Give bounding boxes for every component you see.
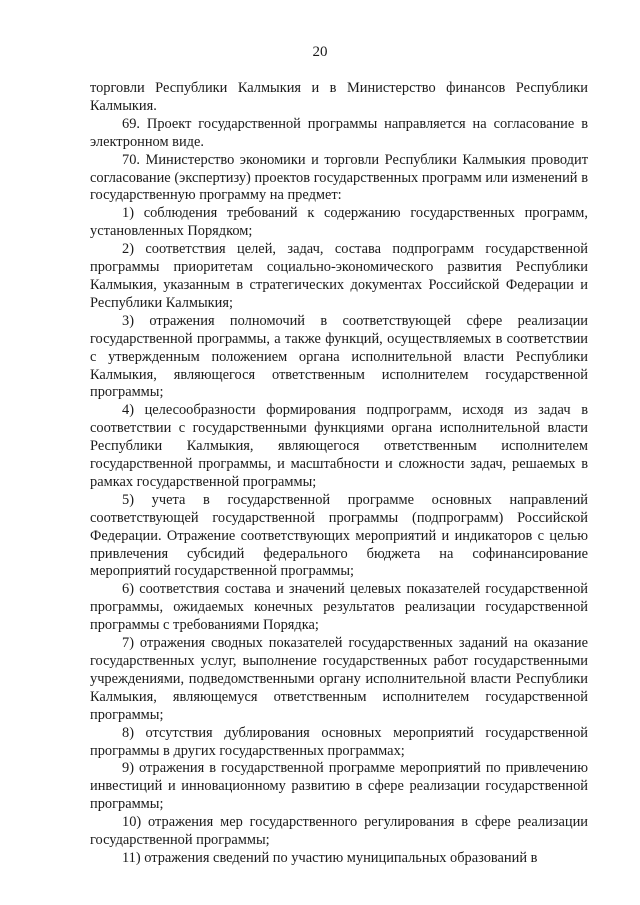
list-item-7: 7) отражения сводных показателей государственных заданий на оказание государственных услуг, выполнение государственных работ государственными учреждениями, подведомственными органу исполнительной власти Республики Калмыкия, являющемуся ответственным исполнителем государственной программы;: [90, 635, 588, 723]
list-item-5: 5) учета в государственной программе основных направлений соответствующей государственной программы (подпрограмм) Российской Федерации. Отражение соответствующих мероприятий и индикаторов с целью привлечения субсидий федерального бюджета на софинансирование мероприятий государственной программы;: [90, 491, 588, 580]
list-item-4: 4) целесообразности формирования подпрограмм, исходя из задач в соответствии с государственными функциями органа исполнительной власти Республики Калмыкия, являющегося ответственным исполнителем государственной программы, и масштабности и сложности задач, решаемых в рамках государственной программы;: [90, 402, 588, 490]
page-number: 20: [312, 44, 328, 60]
list-item-8: 8) отсутствия дублирования основных мероприятий государственной программы в других государственных программах;: [90, 724, 588, 759]
document-body: [90, 80, 588, 868]
list-item-6: 6) соответствия состава и значений целевых показателей государственной программы, ожидаемых конечных результатов реализации государственной программы с требованиями Порядка;: [90, 581, 588, 634]
paragraph-continuation: торговли Республики Калмыкия и в Министерство финансов Республики Калмыкия.: [90, 80, 588, 114]
paragraph-item-70: 70. Министерство экономики и торговли Республики Калмыкия проводит согласование (экспертизу) проектов государственных программ или изменений в государственную программу на предмет:: [90, 151, 588, 204]
list-item-9: 9) отражения в государственной программе мероприятий по привлечению инвестиций и инновационному развитию в сфере реализации государственной программы;: [90, 760, 588, 813]
list-item-11: 11) отражения сведений по участию муниципальных образований в: [122, 849, 538, 866]
list-item-10: 10) отражения мер государственного регулирования в сфере реализации государственной программы;: [90, 814, 588, 849]
list-item-2: 2) соответствия целей, задач, состава подпрограмм государственной программы приоритетам социально-экономического развития Республики Калмыкия, указанным в стратегических документах Российской Федерации и Республики Калмыкия;: [90, 241, 588, 311]
paragraph-item-69: 69. Проект государственной программы направляется на согласование в электронном виде.: [90, 115, 588, 150]
list-item-3: 3) отражения полномочий в соответствующей сфере реализации государственной программы, а также функций, осуществляемых в соответствии с утвержденным положением органа исполнительной власти Республики Калмыкия, являющегося ответственным исполнителем государственной программы;: [90, 312, 588, 401]
list-item-1: 1) соблюдения требований к содержанию государственных программ, установленных Порядком;: [90, 205, 588, 240]
